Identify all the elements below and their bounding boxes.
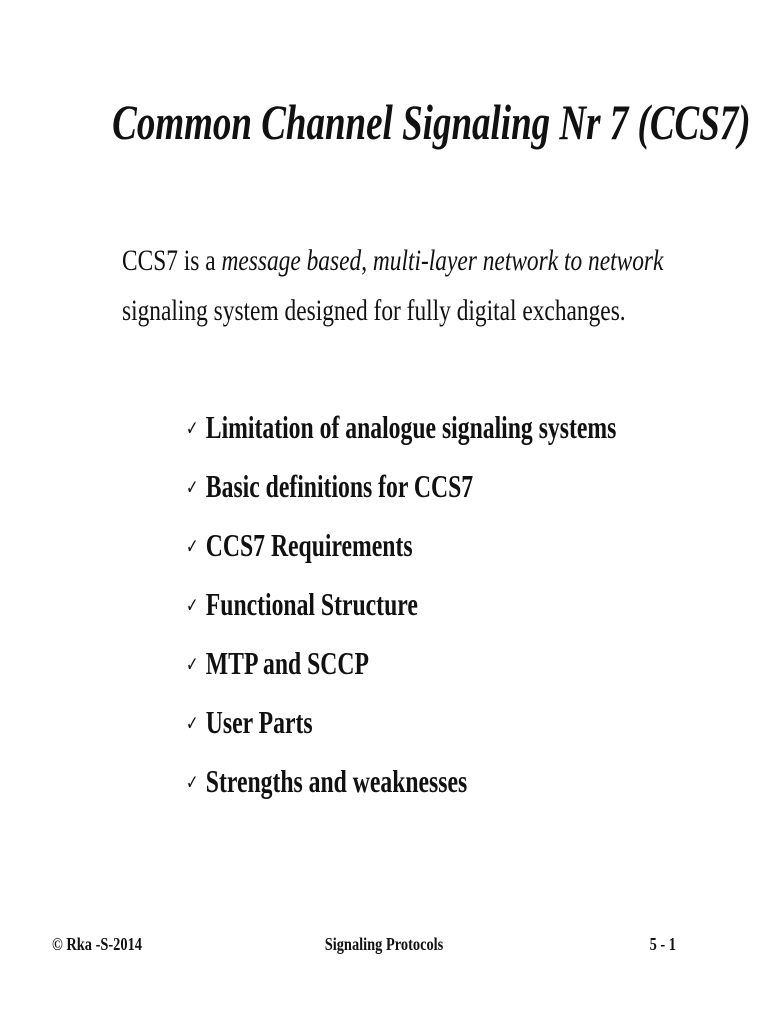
intro-text-2: , (361, 244, 373, 277)
footer-page-number: 5 - 1 (649, 934, 676, 954)
topic-item (186, 697, 767, 756)
intro-line-1 (122, 236, 663, 286)
topic-item (186, 579, 767, 638)
topic-label: User Parts (205, 704, 313, 740)
intro-emphasis-message-based: message based (221, 244, 362, 277)
intro-emphasis-multi-layer: multi-layer network to network (372, 244, 664, 277)
topic-item (186, 402, 767, 461)
topic-label: Basic definitions for CCS7 (205, 468, 474, 504)
topic-item (186, 520, 767, 579)
topic-label: CCS7 Requirements (205, 527, 413, 563)
checkmark-icon: ✓ (186, 652, 199, 676)
slide-title (0, 92, 768, 152)
topic-label: Strengths and weaknesses (205, 763, 468, 799)
topic-item (186, 461, 767, 520)
checkmark-icon: ✓ (186, 711, 199, 735)
intro-line-2: signaling system designed for fully digital exchanges. (122, 294, 626, 327)
intro-text-1: CCS7 is a (122, 244, 222, 277)
slide-footer (0, 934, 768, 964)
checkmark-icon: ✓ (186, 534, 199, 558)
footer-course-title: Signaling Protocols (324, 934, 444, 954)
checkmark-icon: ✓ (186, 593, 199, 617)
topic-label: Limitation of analogue signaling systems (205, 409, 617, 445)
topic-label: MTP and SCCP (205, 645, 369, 681)
slide-title-text: Common Channel Signaling Nr 7 (CCS7) (112, 94, 751, 150)
intro-paragraph (122, 236, 768, 336)
topic-item (186, 638, 767, 697)
footer-copyright: © Rka -S-2014 (52, 934, 142, 954)
topic-item (186, 756, 767, 815)
checkmark-icon: ✓ (186, 770, 199, 794)
checkmark-icon: ✓ (186, 416, 199, 440)
topic-label: Functional Structure (205, 586, 418, 622)
checkmark-icon: ✓ (186, 475, 199, 499)
topic-list (186, 402, 767, 815)
